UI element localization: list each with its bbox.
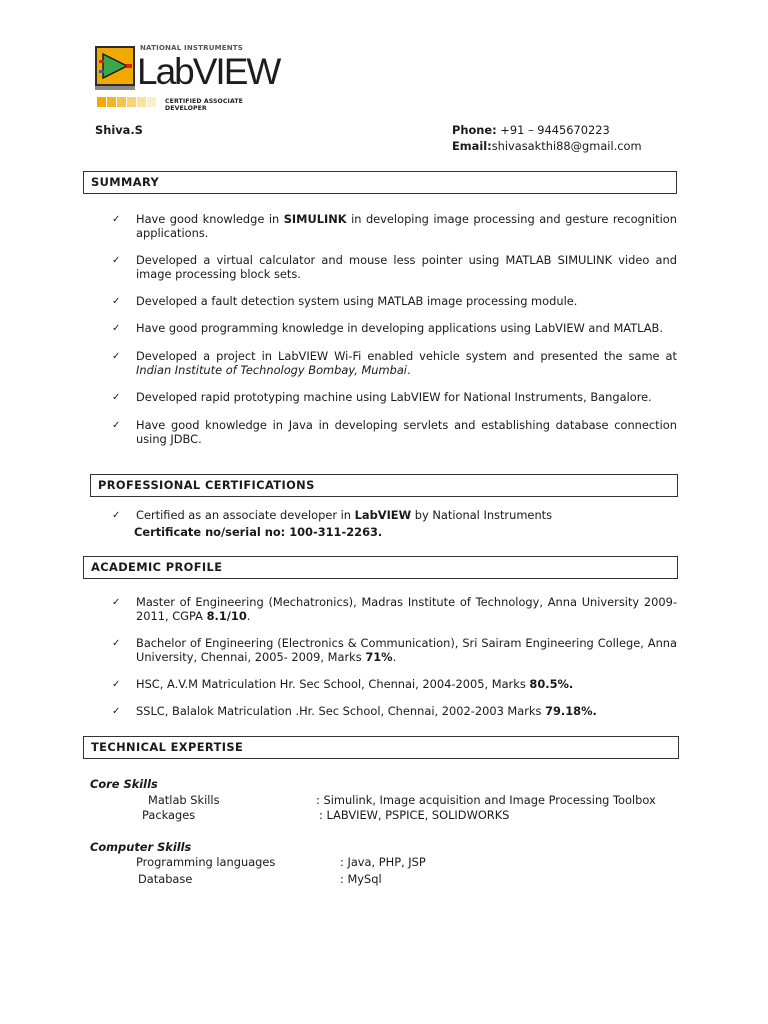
summary-item-3: ✓ Developed a fault detection system using MATLAB image processing module. — [112, 294, 578, 308]
certification-label: CERTIFIED ASSOCIATE DEVELOPER — [165, 98, 244, 112]
academic-item-3: ✓ HSC, A.V.M Matriculation Hr. Sec School, Chennai, 2004-2005, Marks 80.5%. — [112, 677, 574, 691]
summary-item-1: ✓ Have good knowledge in SIMULINK in developing image processing and gesture recognition applications. — [112, 212, 677, 240]
computer-skill-value-languages: : Java, PHP, JSP — [340, 855, 426, 869]
academic-item-1: ✓ Master of Engineering (Mechatronics), Madras Institute of Technology, Anna University 2009-2011, CGPA 8.1/10. — [112, 595, 677, 623]
academic-item-4: ✓ SSLC, Balalok Matriculation .Hr. Sec School, Chennai, 2002-2003 Marks 79.18%. — [112, 704, 597, 718]
summary-heading: SUMMARY — [83, 171, 677, 194]
logo-color-bar — [97, 97, 157, 107]
core-skill-value-packages: : LABVIEW, PSPICE, SOLIDWORKS — [319, 808, 510, 822]
phone-label: Phone: — [452, 123, 497, 137]
academic-item-2: ✓ Bachelor of Engineering (Electronics & Communication), Sri Sairam Engineering College, Anna University, Chennai, 2005- 2009, Marks 71%. — [112, 636, 677, 664]
check-icon: ✓ — [112, 638, 121, 649]
certifications-heading: PROFESSIONAL CERTIFICATIONS — [90, 474, 678, 497]
core-skills-heading: Core Skills — [90, 777, 158, 791]
computer-skill-value-database: : MySql — [340, 872, 382, 886]
check-icon: ✓ — [112, 296, 121, 307]
check-icon: ✓ — [112, 351, 121, 362]
core-skill-label-packages: Packages — [142, 808, 196, 822]
check-icon: ✓ — [112, 679, 121, 690]
phone-line — [452, 123, 610, 137]
summary-item-2: ✓ Developed a virtual calculator and mouse less pointer using MATLAB SIMULINK video and image processing block sets. — [112, 253, 677, 281]
email-value: shivasakthi88@gmail.com — [491, 139, 642, 153]
email-label: Email: — [452, 139, 492, 153]
core-skill-value-matlab: : Simulink, Image acquisition and Image Processing Toolbox — [316, 793, 656, 807]
labview-icon — [95, 46, 135, 94]
national-instruments-label: NATIONAL INSTRUMENTS — [140, 44, 244, 52]
certification-item: ✓ Certified as an associate developer in LabVIEW by National Instruments — [112, 508, 553, 522]
check-icon: ✓ — [112, 510, 121, 521]
check-icon: ✓ — [112, 420, 121, 431]
email-line — [452, 139, 642, 153]
computer-skills-heading: Computer Skills — [90, 840, 192, 854]
summary-item-5: ✓ Developed a project in LabVIEW Wi-Fi enabled vehicle system and presented the same at Indian Institute of Technology Bombay, Mumbai. — [112, 349, 677, 377]
check-icon: ✓ — [112, 392, 121, 403]
check-icon: ✓ — [112, 597, 121, 608]
summary-item-6: ✓ Developed rapid prototyping machine using LabVIEW for National Instruments, Bangalore. — [112, 390, 652, 404]
check-icon: ✓ — [112, 706, 121, 717]
technical-heading: TECHNICAL EXPERTISE — [83, 736, 679, 759]
summary-item-4: ✓ Have good programming knowledge in developing applications using LabVIEW and MATLAB. — [112, 321, 663, 335]
labview-logo — [95, 42, 280, 110]
check-icon: ✓ — [112, 214, 121, 225]
computer-skill-label-languages: Programming languages — [136, 855, 276, 869]
certificate-serial: Certificate no/serial no: 100-311-2263. — [134, 525, 383, 539]
core-skill-label-matlab: Matlab Skills — [148, 793, 220, 807]
summary-item-7: ✓ Have good knowledge in Java in developing servlets and establishing database connection using JDBC. — [112, 418, 677, 446]
academic-heading: ACADEMIC PROFILE — [83, 556, 678, 579]
check-icon: ✓ — [112, 255, 121, 266]
check-icon: ✓ — [112, 323, 121, 334]
candidate-name: Shiva.S — [95, 123, 143, 137]
labview-wordmark: LabVIEW — [137, 51, 280, 92]
phone-value: +91 – 9445670223 — [496, 123, 610, 137]
computer-skill-label-database: Database — [138, 872, 193, 886]
